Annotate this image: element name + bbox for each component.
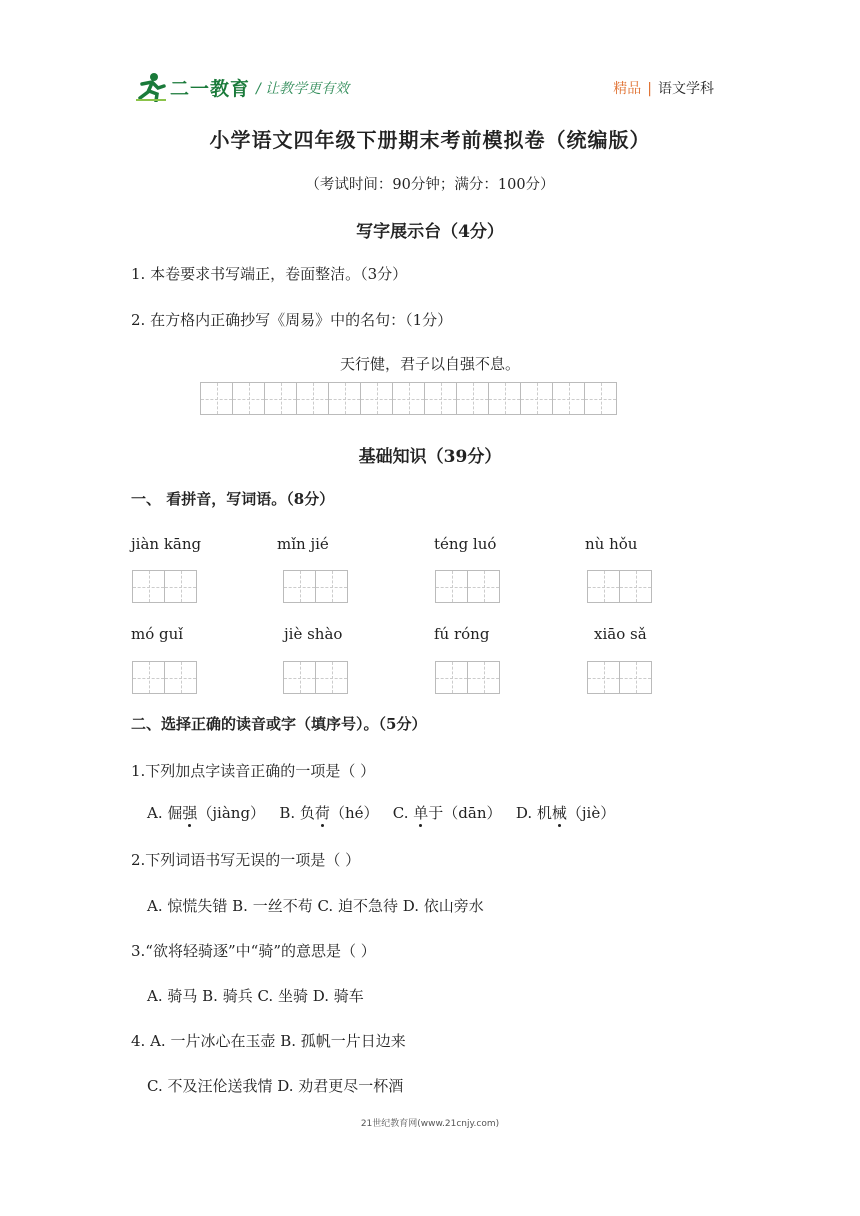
pinyin-label: xiāo sǎ (594, 625, 647, 643)
choice-options-1 (147, 802, 615, 823)
question-1: 1. 本卷要求书写端正，卷面整洁。（3分） (131, 265, 408, 283)
grid-cell[interactable] (467, 661, 500, 694)
premium-label: 精品 (613, 81, 642, 97)
zhouyi-quote: 天行健，君子以自强不息。 (339, 355, 520, 373)
option-b[interactable] (279, 804, 378, 822)
grid-cell[interactable] (315, 661, 348, 694)
choice-question-4: 4. A. 一片冰心在玉壶 B. 孤帆一片日边来 (131, 1032, 406, 1050)
pinyin-label: fú róng (434, 625, 490, 643)
grid-cell[interactable] (552, 382, 585, 415)
part-2-heading: 二、选择正确的读音或字（填序号）。（5分） (131, 715, 427, 733)
option-text: 于（dān） (428, 804, 502, 822)
pinyin-label: jiàn kāng (131, 535, 202, 553)
choice-options-2: A. 惊慌失错 B. 一丝不苟 C. 迫不急待 D. 依山旁水 (147, 897, 484, 915)
grid-cell[interactable] (296, 382, 329, 415)
section-heading-basics: 基础知识（39分） (358, 447, 502, 467)
grid-cell[interactable] (520, 382, 553, 415)
grid-cell[interactable] (264, 382, 297, 415)
section-heading-writing: 写字展示台（4分） (356, 222, 504, 242)
grid-cell[interactable] (435, 570, 468, 603)
pinyin-label: nù hǒu (585, 535, 638, 553)
answer-box[interactable] (283, 570, 348, 603)
grid-cell[interactable] (200, 382, 233, 415)
option-text: A. 倔 (147, 804, 183, 822)
option-text: B. 负 (279, 804, 315, 822)
grid-cell[interactable] (164, 661, 197, 694)
grid-cell[interactable] (328, 382, 361, 415)
option-text: （jiàng） (197, 804, 266, 822)
choice-options-4: C. 不及汪伦送我情 D. 劝君更尽一杯酒 (147, 1077, 404, 1095)
answer-box[interactable] (435, 661, 500, 694)
pinyin-label: mǐn jié (277, 535, 329, 553)
grid-cell[interactable] (584, 382, 617, 415)
exam-info: （考试时间：90分钟；满分：100分） (305, 177, 555, 193)
subject-tag (613, 78, 714, 98)
answer-box[interactable] (587, 661, 652, 694)
dotted-char: 单 (413, 804, 429, 822)
choice-question-1: 1.下列加点字读音正确的一项是（ ） (131, 762, 376, 780)
grid-cell[interactable] (488, 382, 521, 415)
option-text: （hé） (329, 804, 379, 822)
answer-box[interactable] (587, 570, 652, 603)
answer-box[interactable] (132, 661, 197, 694)
pinyin-label: mó guǐ (131, 625, 184, 643)
copy-writing-grid[interactable] (200, 382, 617, 415)
page-title: 小学语文四年级下册期末考前模拟卷（统编版） (209, 128, 651, 152)
grid-cell[interactable] (315, 570, 348, 603)
grid-cell[interactable] (467, 570, 500, 603)
option-text: C. (392, 804, 414, 822)
answer-box[interactable] (435, 570, 500, 603)
grid-cell[interactable] (132, 570, 165, 603)
grid-cell[interactable] (132, 661, 165, 694)
grid-cell[interactable] (619, 661, 652, 694)
grid-cell[interactable] (360, 382, 393, 415)
grid-cell[interactable] (424, 382, 457, 415)
grid-cell[interactable] (232, 382, 265, 415)
dotted-char: 强 (182, 804, 198, 822)
page-footer: 21世纪教育网(www.21cnjy.com) (360, 1119, 500, 1129)
grid-cell[interactable] (456, 382, 489, 415)
pinyin-label: téng luó (434, 535, 497, 553)
choice-question-3: 3.“欲将轻骑逐”中“骑”的意思是（ ） (131, 942, 376, 960)
grid-cell[interactable] (164, 570, 197, 603)
option-a[interactable] (147, 804, 265, 822)
dotted-char: 械 (551, 804, 567, 822)
grid-cell[interactable] (587, 661, 620, 694)
option-d[interactable] (516, 804, 615, 822)
grid-cell[interactable] (283, 661, 316, 694)
logo-text: 二一教育 (170, 77, 251, 100)
option-text: D. 机 (515, 804, 552, 822)
answer-box[interactable] (132, 570, 197, 603)
question-2: 2. 在方格内正确抄写《周易》中的名句：（1分） (131, 311, 453, 329)
pinyin-label: jiè shào (284, 625, 343, 643)
answer-box[interactable] (283, 661, 348, 694)
subject-label: 语文学科 (658, 81, 714, 97)
logo (134, 70, 250, 104)
grid-cell[interactable] (435, 661, 468, 694)
option-text: （jiè） (566, 804, 616, 822)
runner-logo-icon (134, 72, 168, 102)
grid-cell[interactable] (587, 570, 620, 603)
tag-separator: | (647, 81, 652, 97)
choice-question-2: 2.下列词语书写无误的一项是（ ） (131, 851, 361, 869)
choice-options-3: A. 骑马 B. 骑兵 C. 坐骑 D. 骑车 (147, 987, 364, 1005)
slogan: / 让教学更有效 (256, 81, 350, 97)
page-header (134, 68, 714, 108)
option-c[interactable] (393, 804, 502, 822)
grid-cell[interactable] (392, 382, 425, 415)
grid-cell[interactable] (619, 570, 652, 603)
part-1-heading: 一、 看拼音，写词语。（8分） (131, 490, 335, 508)
grid-cell[interactable] (283, 570, 316, 603)
dotted-char: 荷 (314, 804, 330, 822)
